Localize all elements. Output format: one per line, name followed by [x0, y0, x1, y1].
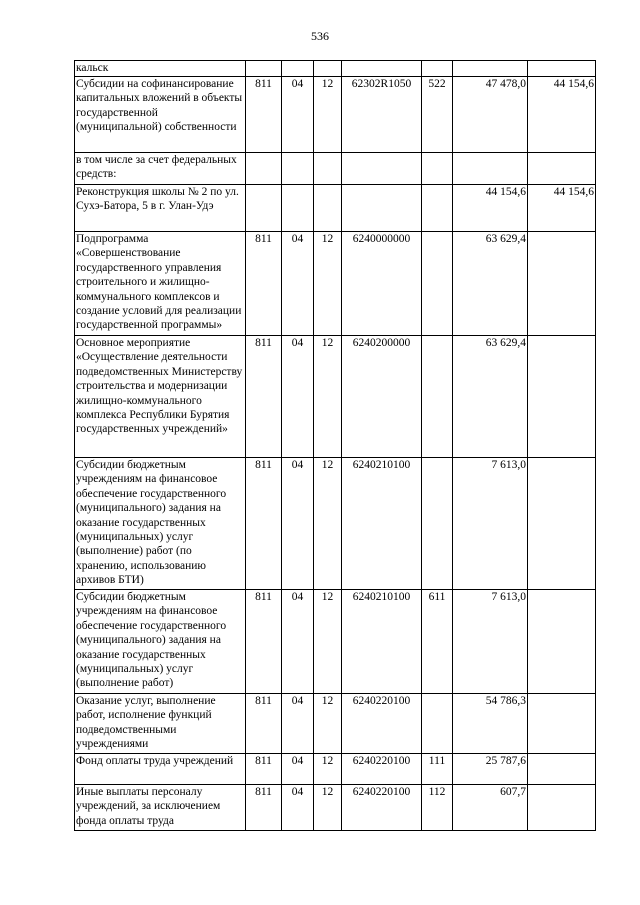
cell-csr: 6240220100	[342, 694, 422, 754]
budget-table	[74, 60, 596, 831]
cell-rz: 04	[282, 336, 314, 458]
cell-sum2	[528, 458, 596, 590]
cell-rz: 04	[282, 232, 314, 336]
cell-csr: 6240000000	[342, 232, 422, 336]
cell-pr: 12	[314, 694, 342, 754]
cell-sum1: 47 478,0	[453, 77, 528, 153]
cell-pr: 12	[314, 458, 342, 590]
cell-csr: 6240220100	[342, 785, 422, 831]
cell-vr: 112	[422, 785, 453, 831]
cell-vr	[422, 153, 453, 185]
cell-vr: 111	[422, 754, 453, 785]
cell-gr: 811	[246, 232, 282, 336]
cell-csr	[342, 61, 422, 77]
cell-pr	[314, 185, 342, 232]
cell-rz: 04	[282, 785, 314, 831]
cell-csr: 6240210100	[342, 458, 422, 590]
cell-vr	[422, 336, 453, 458]
cell-gr: 811	[246, 785, 282, 831]
row-name: Фонд оплаты труда учреждений	[75, 754, 246, 785]
row-name: Субсидии бюджетным учреждениям на финансовое обеспечение государственного (муниципального) задания на оказание государственных (муниципальных) услуг (выполнение работ)	[75, 590, 246, 694]
table-row	[75, 754, 596, 785]
cell-rz: 04	[282, 458, 314, 590]
cell-vr: 611	[422, 590, 453, 694]
cell-vr	[422, 185, 453, 232]
cell-sum1: 54 786,3	[453, 694, 528, 754]
cell-gr: 811	[246, 694, 282, 754]
cell-sum2	[528, 61, 596, 77]
cell-gr	[246, 185, 282, 232]
cell-rz: 04	[282, 694, 314, 754]
cell-gr	[246, 153, 282, 185]
cell-rz	[282, 153, 314, 185]
cell-sum1: 607,7	[453, 785, 528, 831]
cell-pr	[314, 61, 342, 77]
table-row	[75, 590, 596, 694]
cell-sum2	[528, 336, 596, 458]
table-row	[75, 185, 596, 232]
cell-gr: 811	[246, 336, 282, 458]
cell-sum2	[528, 754, 596, 785]
cell-vr	[422, 458, 453, 590]
cell-sum2	[528, 153, 596, 185]
cell-sum2	[528, 785, 596, 831]
cell-pr: 12	[314, 77, 342, 153]
row-name: Оказание услуг, выполнение работ, исполнение функций подведомственными учреждениями	[75, 694, 246, 754]
table-row	[75, 77, 596, 153]
table-row	[75, 458, 596, 590]
cell-pr: 12	[314, 785, 342, 831]
cell-sum1: 7 613,0	[453, 590, 528, 694]
table-row	[75, 785, 596, 831]
cell-csr: 6240200000	[342, 336, 422, 458]
cell-vr	[422, 694, 453, 754]
cell-sum1: 7 613,0	[453, 458, 528, 590]
cell-csr: 62302R1050	[342, 77, 422, 153]
cell-sum1	[453, 61, 528, 77]
cell-sum2: 44 154,6	[528, 185, 596, 232]
cell-csr	[342, 153, 422, 185]
table-row	[75, 61, 596, 77]
cell-rz: 04	[282, 754, 314, 785]
cell-gr: 811	[246, 754, 282, 785]
cell-csr: 6240210100	[342, 590, 422, 694]
cell-sum1: 44 154,6	[453, 185, 528, 232]
cell-sum2	[528, 590, 596, 694]
table-row	[75, 694, 596, 754]
cell-gr	[246, 61, 282, 77]
cell-sum2: 44 154,6	[528, 77, 596, 153]
row-name: кальск	[75, 61, 246, 77]
cell-sum1: 63 629,4	[453, 336, 528, 458]
cell-pr	[314, 153, 342, 185]
row-name: в том числе за счет федеральных средств:	[75, 153, 246, 185]
row-name: Основное мероприятие «Осуществление деятельности подведомственных Министерству строительства и модернизации жилищно-коммунального комплекса Республики Бурятия государственных учреждений»	[75, 336, 246, 458]
cell-vr	[422, 61, 453, 77]
cell-pr: 12	[314, 590, 342, 694]
cell-vr: 522	[422, 77, 453, 153]
cell-sum1: 25 787,6	[453, 754, 528, 785]
row-name: Подпрограмма «Совершенствование государственного управления строительного и жилищно-коммунального комплексов и создание условий для реализации государственной программы»	[75, 232, 246, 336]
row-name: Реконструкция школы № 2 по ул. Сухэ-Батора, 5 в г. Улан-Удэ	[75, 185, 246, 232]
cell-pr: 12	[314, 232, 342, 336]
cell-rz	[282, 185, 314, 232]
cell-csr: 6240220100	[342, 754, 422, 785]
cell-pr: 12	[314, 754, 342, 785]
table-row	[75, 336, 596, 458]
table-row	[75, 232, 596, 336]
row-name: Субсидии на софинансирование капитальных вложений в объекты государственной (муниципальной) собственности	[75, 77, 246, 153]
row-name: Иные выплаты персоналу учреждений, за исключением фонда оплаты труда	[75, 785, 246, 831]
cell-sum2	[528, 232, 596, 336]
cell-sum1	[453, 153, 528, 185]
cell-gr: 811	[246, 77, 282, 153]
cell-pr: 12	[314, 336, 342, 458]
cell-rz	[282, 61, 314, 77]
cell-sum2	[528, 694, 596, 754]
cell-gr: 811	[246, 458, 282, 590]
cell-vr	[422, 232, 453, 336]
cell-gr: 811	[246, 590, 282, 694]
table-row	[75, 153, 596, 185]
cell-sum1: 63 629,4	[453, 232, 528, 336]
cell-rz: 04	[282, 77, 314, 153]
row-name: Субсидии бюджетным учреждениям на финансовое обеспечение государственного (муниципального) задания на оказание государственных (муниципальных) услуг (выполнение) работ (по хранению, использованию архивов БТИ)	[75, 458, 246, 590]
cell-csr	[342, 185, 422, 232]
page-number: 536	[311, 29, 329, 43]
cell-rz: 04	[282, 590, 314, 694]
